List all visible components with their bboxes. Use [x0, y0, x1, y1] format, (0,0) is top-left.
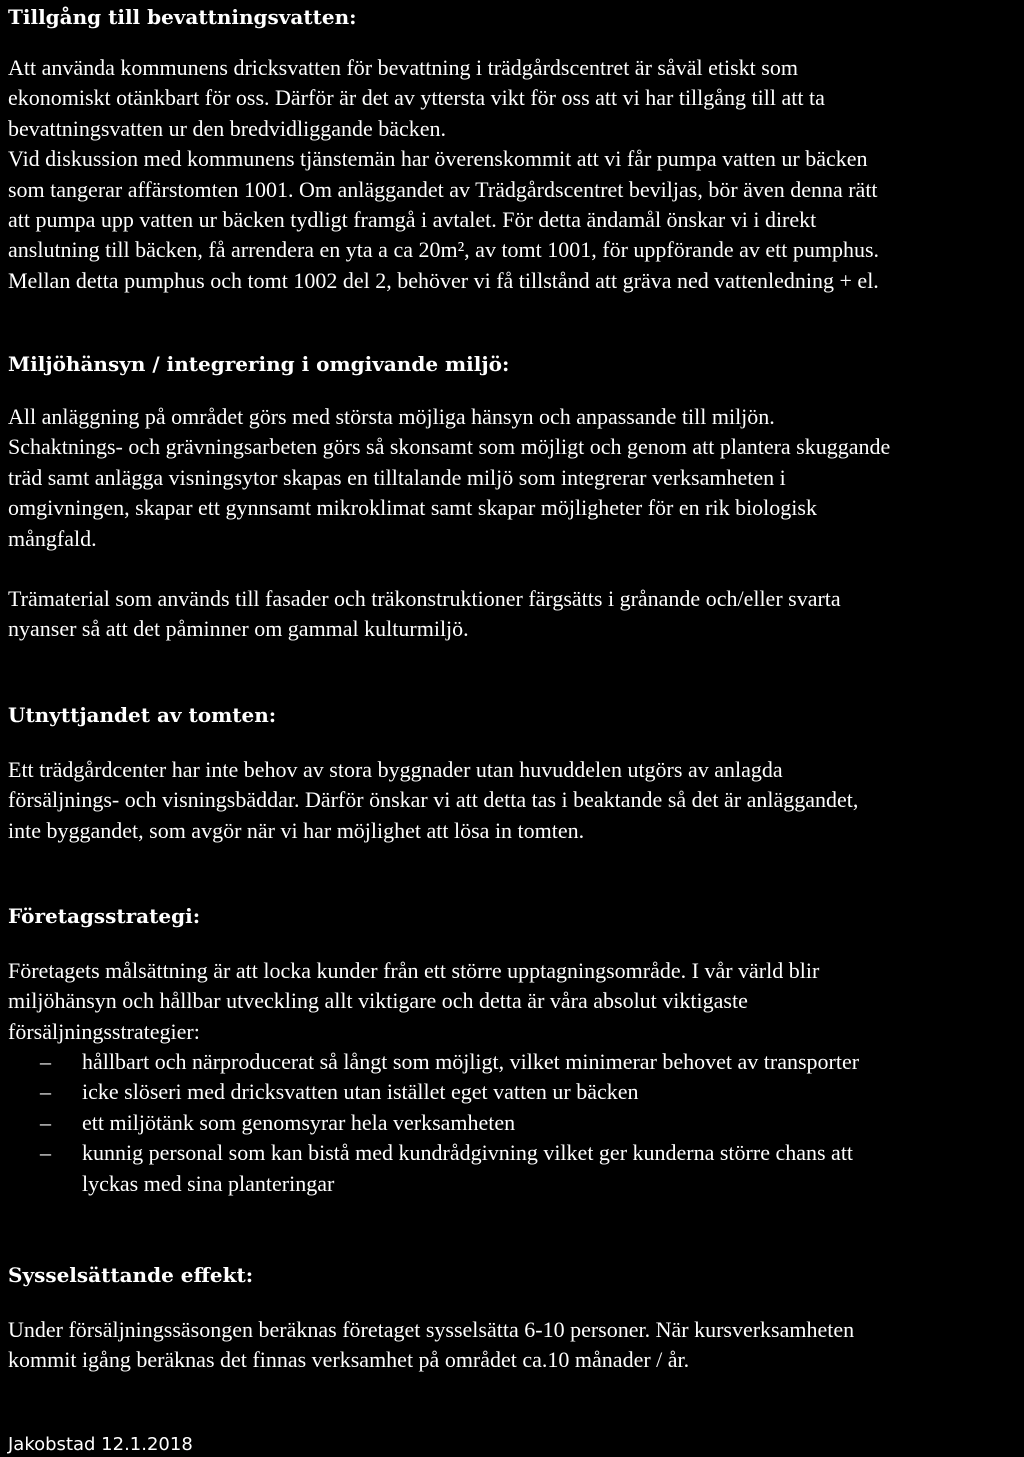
text-line: bevattningsvatten ur den bredvidliggande bäcken. [8, 115, 447, 141]
paragraph-materials [8, 584, 1020, 645]
text-line: Att använda kommunens dricksvatten för bevattning i trädgårdscentret är såväl etiskt som [8, 55, 798, 80]
list-item-text: kunnig personal som kan bistå med kundrådgivning vilket ger kunderna större chans att [82, 1140, 854, 1166]
bullet-dash: – [40, 1109, 51, 1135]
section-heading-employment: Sysselsättande effekt: [8, 1263, 254, 1287]
bullet-dash: – [40, 1079, 51, 1105]
text-line: anslutning till bäcken, få arrendera en yta a ca 20m², av tomt 1001, för uppförande av ett pumphus. [8, 237, 880, 263]
text-line: nyanser så att det påminner om gammal kulturmiljö. [8, 616, 469, 642]
text-line: försäljningsstrategier: [8, 1018, 200, 1044]
paragraph-land-use [8, 755, 1020, 846]
text-line: Ett trädgårdcenter har inte behov av stora byggnader utan huvuddelen utgörs av anlagda [8, 757, 783, 782]
list-item [8, 1077, 859, 1107]
text-line: Schaktnings- och grävningsarbeten görs så skonsamt som möjligt och genom att plantera skuggande [8, 434, 891, 460]
text-line: Mellan detta pumphus och tomt 1002 del 2, behöver vi få tillstånd att gräva ned vattenledning + el. [8, 267, 879, 293]
section-heading-irrigation: Tillgång till bevattningsvatten: [8, 5, 357, 29]
list-item [8, 1138, 859, 1199]
place-date: Jakobstad 12.1.2018 [8, 1434, 193, 1455]
text-line: träd samt anlägga visningsytor skapas en tilltalande miljö som integrerar verksamheten i [8, 464, 786, 490]
list-item-text: ett miljötänk som genomsyrar hela verksamheten [82, 1109, 516, 1135]
text-line: Under försäljningssäsongen beräknas företaget sysselsätta 6-10 personer. När kursverksamheten [8, 1317, 855, 1342]
section-heading-environment: Miljöhänsyn / integrering i omgivande miljö: [8, 352, 510, 376]
strategy-list [8, 1047, 859, 1199]
list-item-text: hållbart och närproducerat så långt som möjligt, vilket minimerar behovet av transporter [82, 1049, 860, 1074]
list-item-text: lyckas med sina planteringar [82, 1170, 335, 1196]
paragraph-irrigation [8, 53, 1020, 296]
text-line: omgivningen, skapar ett gynnsamt mikroklimat samt skapar möjligheter för en rik biologisk [8, 495, 817, 521]
section-heading-land-use: Utnyttjandet av tomten: [8, 703, 277, 727]
list-item-text: icke slöseri med dricksvatten utan istället eget vatten ur bäcken [82, 1079, 639, 1105]
text-line: All anläggning på området görs med största möjliga hänsyn och anpassande till miljön. [8, 404, 775, 429]
text-line: miljöhänsyn och hållbar utveckling allt viktigare och detta är våra absolut viktigaste [8, 988, 748, 1014]
text-line: mångfald. [8, 525, 97, 551]
text-line: inte byggandet, som avgör när vi har möjlighet att lösa in tomten. [8, 817, 585, 843]
list-item [8, 1047, 859, 1077]
text-line: att pumpa upp vatten ur bäcken tydligt framgå i avtalet. För detta ändamål önskar vi i direkt [8, 207, 817, 233]
text-line: Trämaterial som används till fasader och träkonstruktioner färgsätts i grånande och/eller svarta [8, 586, 841, 611]
text-line: försäljnings- och visningsbäddar. Därför önskar vi att detta tas i beaktande så det är anläggandet, [8, 787, 859, 813]
paragraph-strategy [8, 956, 1020, 1047]
bullet-dash: – [40, 1140, 51, 1166]
paragraph-employment [8, 1315, 1020, 1376]
text-line: Företagets målsättning är att locka kunder från ett större upptagningsområde. I vår värld blir [8, 958, 820, 983]
bullet-dash: – [40, 1049, 51, 1074]
text-line: kommit igång beräknas det finnas verksamhet på området ca.10 månader / år. [8, 1347, 690, 1373]
section-heading-strategy: Företagsstrategi: [8, 904, 201, 928]
text-line: som tangerar affärstomten 1001. Om anläggandet av Trädgårdscentret beviljas, bör även denna rätt [8, 176, 878, 202]
text-line: Vid diskussion med kommunens tjänstemän har överenskommit att vi får pumpa vatten ur bäcken [8, 146, 868, 172]
text-line: ekonomiskt otänkbart för oss. Därför är det av yttersta vikt för oss att vi har tillgång till att ta [8, 85, 825, 111]
list-item [8, 1108, 859, 1138]
paragraph-environment [8, 402, 1020, 554]
